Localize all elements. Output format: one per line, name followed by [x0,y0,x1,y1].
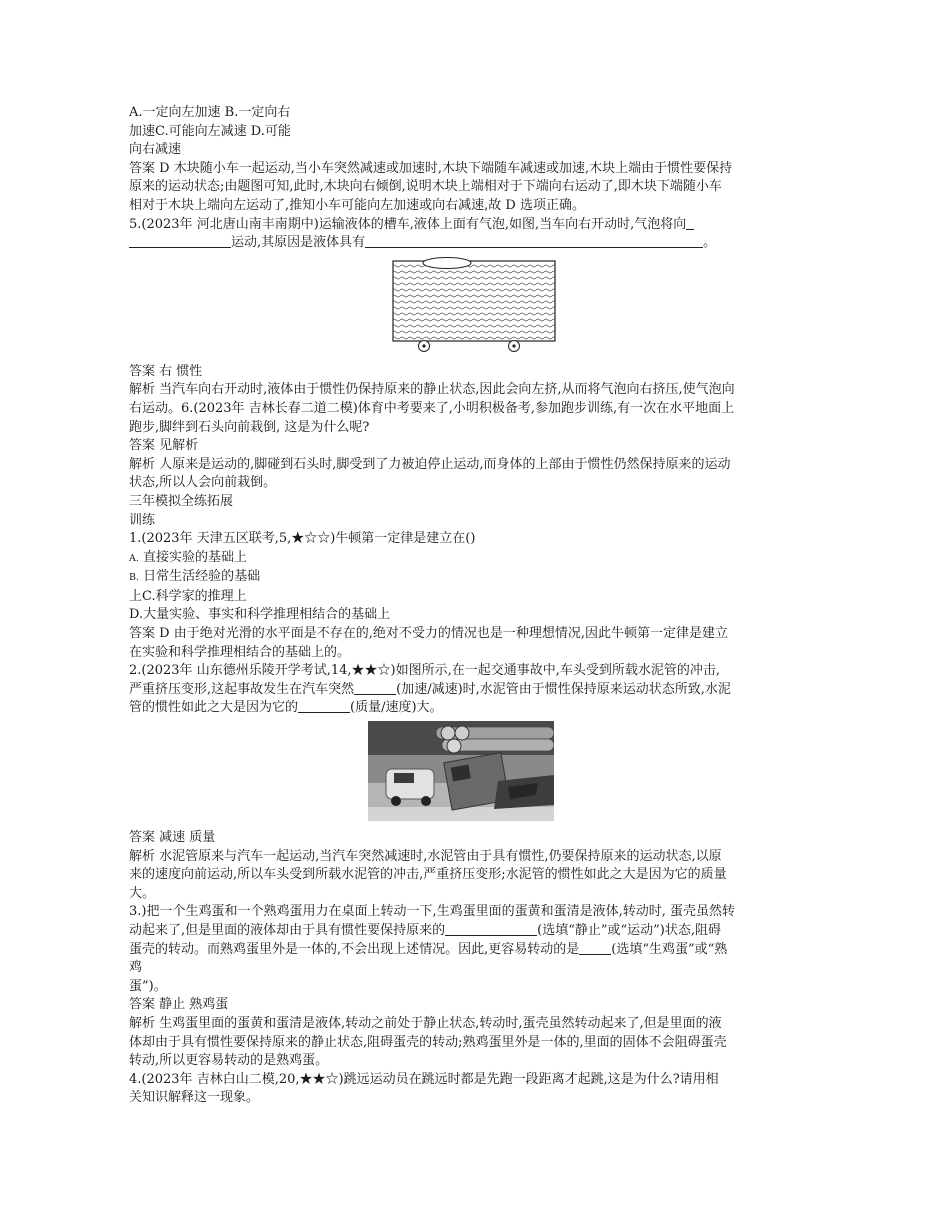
answer-line: 答案 D 木块随小车一起运动,当小车突然减速或加速时,木块下端随车减速或加速,木块上端由于惯性要保持 [129,160,733,176]
option-b: B. 日常生活经验的基础 [129,569,261,585]
explanation-line: 来的速度向前运动,所以车头受到所载水泥管的冲击,严重挤压变形;水泥管的惯性如此之大是因为它的质量 [129,867,727,883]
accident-photo [368,721,554,821]
wheel-icon [509,340,520,351]
explanation-line: 右运动。6.(2023年 吉林长春二道二模)体育中考要来了,小明积极备考,参加跑步训练,有一次在水平地面上 [129,400,735,416]
wheel-icon [419,340,430,351]
question-3-line: 动起来了,但是里面的液体却由于具有惯性要保持原来的 (选填“静止”或“运动”)状态,阻碍 [129,923,722,938]
page-content [129,104,819,1108]
question-3-line: 鸡 [129,960,143,976]
answer-line: 答案 右 惯性 [129,363,203,379]
answer-line: 原来的运动状态;由题图可知,此时,木块向右倾倒,说明木块上端相对于下端向右运动了,即木块下端随小车 [129,179,722,195]
answer-blank [298,700,350,713]
answer-blank [129,235,231,248]
question-3-line: 3.)把一个生鸡蛋和一个熟鸡蛋用力在桌面上转动一下,生鸡蛋里面的蛋黄和蛋清是液体,转动时, 蛋壳虽然转 [129,904,736,920]
tank-truck-figure [129,257,819,361]
tank-truck-diagram [392,257,556,355]
question-5-line: 运动,其原因是液体具有 。 [129,234,819,253]
explanation-line: 状态,所以人会向前栽倒。 [129,475,277,491]
explanation-line: 转动,所以更容易转动的是熟鸡蛋。 [129,1053,329,1069]
option-c: 上C.科学家的推理上 [129,588,247,604]
explanation-line: 解析 当汽车向右开动时,液体由于惯性仍保持原来的静止状态,因此会向左挤,从而将气泡向右挤压,使气泡向 [129,382,735,398]
question-3-line: 蛋”)。 [129,978,167,994]
question-5-line: 5.(2023年 河北唐山南丰南期中)运输液体的槽车,液体上面有气泡,如图,当车向右开动时,气泡将向 [129,216,819,235]
question-4-line: 4.(2023年 吉林白山二模,20,★★☆)跳远运动员在跳远时都是先跑一段距离才起跳,这是为什么?请用相 [129,1071,719,1087]
answer-blank [445,923,537,936]
question-2-line: 2.(2023年 山东德州乐陵开学考试,14,★★☆)如图所示,在一起交通事故中,车头受到所载水泥管的冲击, [129,663,720,679]
answer-line: 答案 D 由于绝对光滑的水平面是不存在的,绝对不受力的情况也是一种理想情况,因此牛顿第一定律是建立 [129,626,728,642]
question-2-line: 严重挤压变形,这起事故发生在汽车突然 (加速/减速)时,水泥管由于惯性保持原来运动状态所致,水泥 [129,681,731,697]
explanation-line: 解析 水泥管原来与汽车一起运动,当汽车突然减速时,水泥管由于具有惯性,仍要保持原来的运动状态,以原 [129,848,722,864]
option-a: A. 直接实验的基础上 [129,549,248,565]
explanation-line: 解析 生鸡蛋里面的蛋黄和蛋清是液体,转动之前处于静止状态,转动时,蛋壳虽然转动起来了,但是里面的液 [129,1015,722,1031]
question-6-line: 跑步,脚绊到石头向前栽倒, 这是为什么呢? [129,419,370,435]
answer-blank [365,235,703,248]
explanation-line: 解析 人原来是运动的,脚碰到石头时,脚受到了力被迫停止运动,而身体的上部由于惯性仍然保持原来的运动 [129,456,731,472]
option-line-3: 向右减速 [129,142,182,158]
explanation-line: 体却由于具有惯性要保持原来的静止状态,阻碍蛋壳的转动;熟鸡蛋里外是一体的,里面的固体不会阻碍蛋壳 [129,1034,727,1050]
question-2-line: 管的惯性如此之大是因为它的 (质量/速度)大。 [129,700,443,716]
section-heading: 训练 [129,512,156,528]
liquid-tank [393,261,555,341]
option-d: D.大量实验、事实和科学推理相结合的基础上 [129,607,391,623]
answer-line: 答案 见解析 [129,438,199,454]
explanation-line: 大。 [129,885,156,901]
question-1-line: 1.(2023年 天津五区联考,5,★☆☆)牛顿第一定律是建立在() [129,531,476,547]
question-3-line: 蛋壳的转动。而熟鸡蛋里外是一体的,不会出现上述情况。因此,更容易转动的是 (选填“生鸡蛋”或“熟 [129,941,728,957]
answer-blank [579,942,611,955]
option-line-2: 加速C.可能向左减速 D.可能 [129,123,291,139]
section-heading: 三年模拟全练拓展 [129,493,234,509]
answer-line: 相对于木块上端向左运动了,推知小车可能向左加速或向右减速,故 D 选项正确。 [129,197,585,213]
answer-line: 答案 减速 质量 [129,830,216,846]
answer-line: 答案 静止 熟鸡蛋 [129,997,229,1013]
answer-blank [686,217,694,230]
question-4-line: 关知识解释这一现象。 [129,1090,260,1106]
answer-blank [354,682,396,695]
option-line-1: A.一定向左加速 B.一定向右 [129,105,291,120]
answer-line: 在实验和科学推理相结合的基础上的。 [129,644,351,660]
accident-photo-figure [129,721,819,825]
air-bubble [423,257,471,268]
